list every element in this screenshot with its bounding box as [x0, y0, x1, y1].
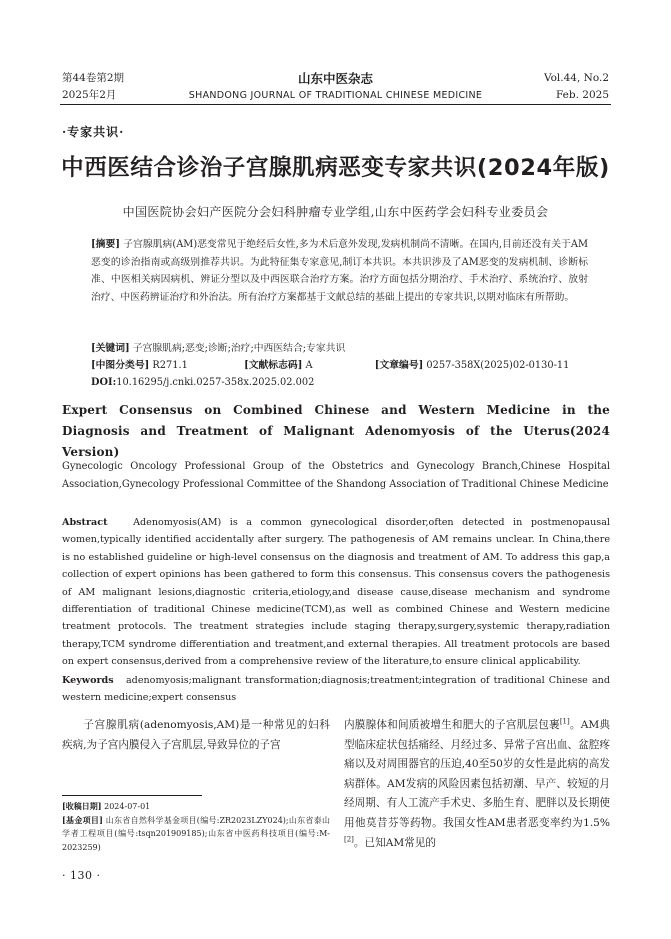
doc-code-value: A: [305, 360, 313, 371]
header-right: [544, 70, 609, 104]
journal-name-cn: 山东中医杂志: [297, 71, 373, 86]
article-no-value: 0257-358X(2025)02-0130-11: [426, 360, 570, 371]
body-right-text-b: 。AM典型临床症状包括痛经、月经过多、异常子宫出血、盆腔疼痛以及对周围器官的压迫,40至50岁的女性是此病的高发病群体。AM发病的风险因素包括初潮、早产、较短的月经周期、有人工流产手术史、多胎生育、肥胖以及长期使用他莫昔芬等药物。我国女性AM患者恶变率约为1.5%: [344, 719, 611, 829]
journal-name-en: SHANDONG JOURNAL OF TRADITIONAL CHINESE MEDICINE: [188, 90, 483, 101]
article-authors: 中国医院协会妇产医院分会妇科肿瘤专业学组,山东中医药学会妇科专业委员会: [122, 205, 549, 219]
fund-info: [62, 814, 330, 855]
article-no-label: [文章编号]: [374, 360, 424, 371]
citation-1[interactable]: [1]: [559, 717, 570, 726]
header-rule: [60, 104, 611, 105]
abstract-cn: [91, 236, 588, 306]
keywords-en: [62, 672, 610, 707]
abstract-cn-label: [摘要]: [91, 239, 121, 250]
citation-2[interactable]: [2]: [344, 835, 354, 844]
keywords-en-text: adenomyosis;malignant transformation;diagnosis;treatment;integration of traditional Chinese and western medicine;expert consensus: [62, 675, 610, 704]
keywords-cn: [91, 340, 345, 357]
received-label: [收稿日期]: [62, 801, 102, 811]
received-date: [62, 800, 330, 814]
fund-label: [基金项目]: [62, 814, 103, 825]
body-right-text-a: 内膜腺体和间质被增生和肥大的子宫肌层包裹: [344, 719, 560, 731]
doi-value: 10.16295/j.cnki.0257-358x.2025.02.002: [116, 377, 315, 388]
doc-code-label: [文献标志码]: [244, 360, 303, 371]
volume-cn: 第44卷第2期: [62, 72, 125, 84]
article-title-en: Expert Consensus on Combined Chinese and Western Medicine in the Diagnosis and Treatment of Malignant Adenomyosis of the Uterus(2024 Version): [62, 403, 610, 459]
body-right-column: [344, 716, 610, 853]
page-number: · 130 ·: [62, 869, 101, 882]
classification-line: [91, 357, 569, 374]
volume-en: Vol.44, No.2: [543, 72, 609, 84]
keywords-cn-label: [关键词]: [91, 343, 130, 354]
abstract-cn-text: 子宫腺肌病(AM)恶变常见于绝经后女性,多为术后意外发现,发病机制尚不清晰。在国内,目前还没有关于AM恶变的诊治指南或高级别推荐共识。为此特征集专家意见,制订本共识。本共识涉及了AM恶变的发病机制、诊断标准、中医相关病因病机、辨证分型以及中西医联合治疗方案。治疗方面包括分期治疗、手术治疗、系统治疗、放射治疗、中医药辨证治疗和外治法。所有治疗方案都基于文献总结的基础上提出的专家共识,以期对临床有所帮助。: [91, 239, 588, 303]
section-label: ·专家共识·: [62, 125, 125, 139]
footnote: [62, 800, 330, 854]
doi-label: DOI:: [91, 377, 117, 388]
classification-label: [中图分类号]: [91, 360, 150, 371]
date-en: Feb. 2025: [555, 89, 609, 101]
body-left-column: 子宫腺肌病(adenomyosis,AM)是一种常见的妇科疾病,为子宫内膜侵入子宫肌层,导致异位的子宫: [62, 719, 330, 751]
keywords-en-label: Keywords: [62, 675, 114, 686]
footnote-rule: [62, 795, 202, 796]
abstract-en-text: Adenomyosis(AM) is a common gynecological disorder,often detected in postmenopausal women,typically identified accidentally after surgery. The pathogenesis of AM remains unclear. In China,there is no established guideline or high-level consensus on the diagnosis and treatment of AM. To address this gap,a collection of expert opinions has been gathered to form this consensus. This consensus covers the pathogenesis of AM malignant lesions,diagnostic criteria,etiology,and disease cause,disease mechanism and syndrome differentiation of traditional Chinese medicine(TCM),as well as combined Chinese and Western medicine treatment protocols. The treatment strategies include staging therapy,surgery,systemic therapy,radiation therapy,TCM syndrome differentiation and treatment,and external therapies. All treatment protocols are based on expert consensus,derived from a comprehensive review of the literature,to ensure clinical applicability.: [62, 517, 610, 668]
article-title: 中西医结合诊治子宫腺肌病恶变专家共识(2024年版): [61, 155, 610, 181]
keywords-cn-text: 子宫腺肌病;恶变;诊断;治疗;中西医结合;专家共识: [132, 343, 346, 354]
received-value: 2024-07-01: [104, 802, 151, 811]
classification-value: R271.1: [152, 360, 188, 371]
abstract-en: [62, 514, 610, 671]
fund-value: 山东省自然科学基金项目(编号:ZR2023LZY024);山东省泰山学者工程项目(编号:tsqn201909185);山东省中医药科技项目(编号:M-2023259): [62, 815, 331, 852]
article-authors-en: Gynecologic Oncology Professional Group of the Obstetrics and Gynecology Branch,Chinese Hospital Association,Gynecology Professional Committee of the Shandong Association of Traditional Chinese Medicine: [62, 461, 610, 490]
date-cn: 2025年2月: [62, 89, 117, 101]
body-right-text-c: 。已知AM常见的: [353, 836, 436, 849]
doi-line: [91, 374, 314, 391]
abstract-en-label: Abstract: [62, 517, 108, 528]
